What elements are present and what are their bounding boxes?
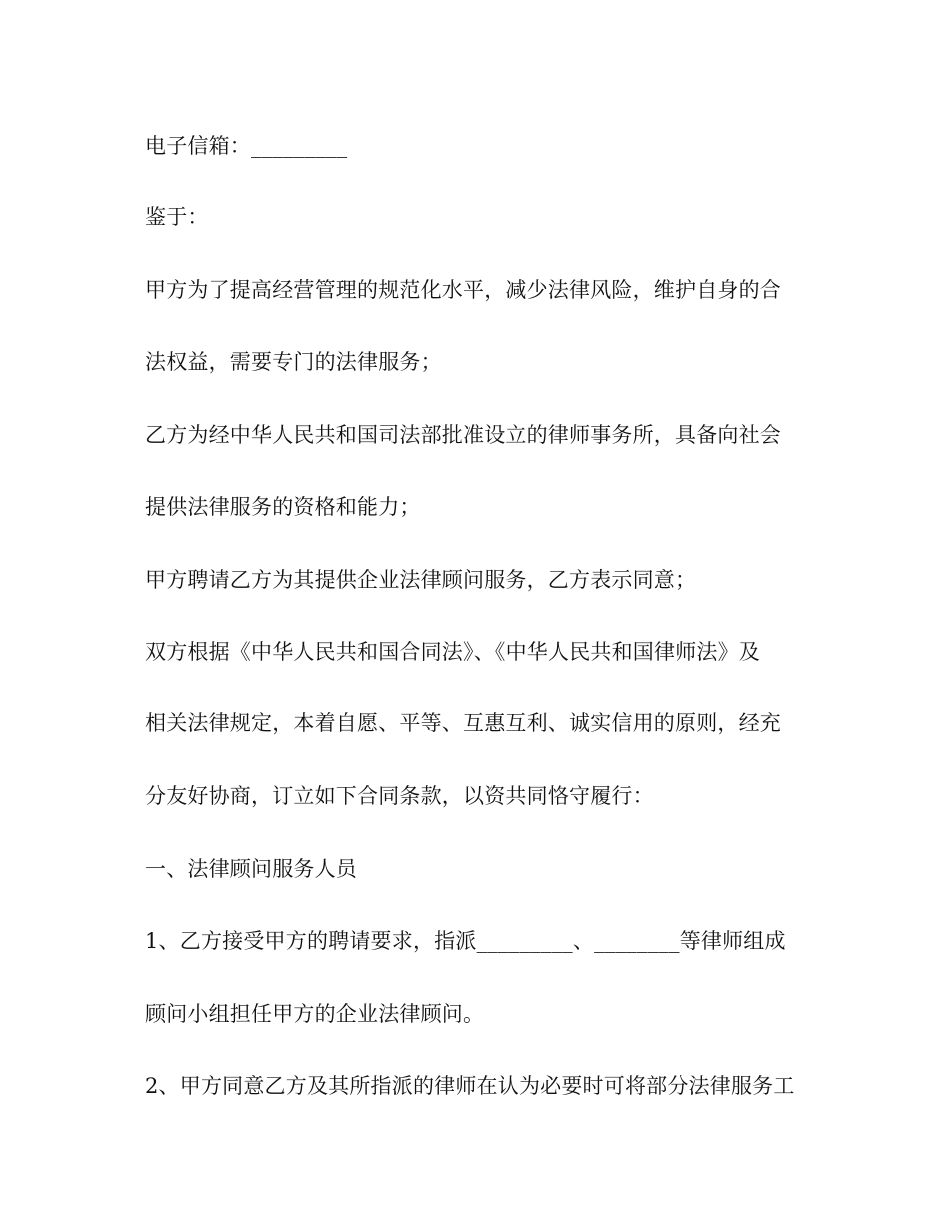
clause-2: 2、甲方同意乙方及其所指派的律师在认为必要时可将部分法律服务工 — [145, 1074, 795, 1098]
clause-1-suffix: 等律师组成 — [679, 929, 786, 953]
section-heading: 一、法律顾问服务人员 — [145, 857, 357, 881]
lawyer-name-blank-a: _________ — [476, 929, 573, 953]
recitals-heading: 鉴于： — [145, 205, 209, 229]
clause-1-separator: 、 — [572, 929, 595, 953]
paragraph-line: 甲方为了提高经营管理的规范化水平，减少法律风险，维护自身的合 — [145, 278, 781, 302]
paragraph-line: 乙方为经中华人民共和国司法部批准设立的律师事务所，具备向社会 — [145, 423, 781, 447]
email-label: 电子信箱： — [145, 134, 251, 158]
paragraph-line: 相关法律规定，本着自愿、平等、互惠互利、诚实信用的原则，经充 — [145, 711, 781, 735]
lawyer-name-blank-b: ________ — [594, 929, 680, 953]
email-blank: _________ — [251, 134, 348, 158]
paragraph-line: 双方根据《中华人民共和国合同法》、《中华人民共和国律师法》及 — [145, 640, 760, 664]
email-line — [145, 132, 347, 160]
clause-1-continuation: 顾问小组担任甲方的企业法律顾问。 — [145, 1002, 485, 1026]
paragraph-line: 分友好协商，订立如下合同条款，以资共同恪守履行： — [145, 784, 654, 808]
paragraph-line: 提供法律服务的资格和能力； — [145, 495, 421, 519]
paragraph-line: 法权益，需要专门的法律服务； — [145, 350, 442, 374]
paragraph-line: 甲方聘请乙方为其提供企业法律顾问服务，乙方表示同意； — [145, 568, 697, 592]
clause-1 — [145, 927, 786, 955]
clause-1-prefix: 1、乙方接受甲方的聘请要求，指派 — [145, 929, 477, 953]
